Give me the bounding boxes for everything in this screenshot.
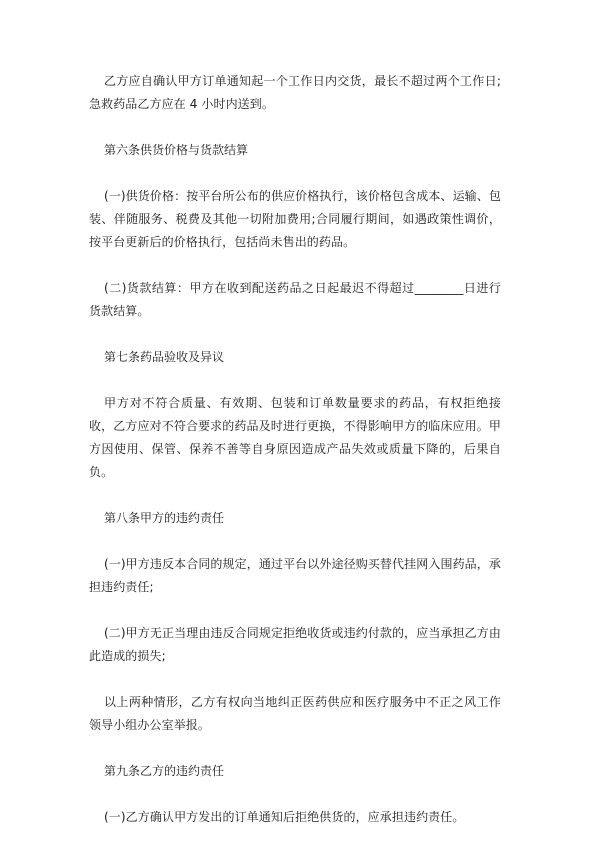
heading-article-6: 第六条供货价格与货款结算 (104, 143, 249, 157)
paragraph-party-b-breach-1: (一)乙方确认甲方发出的订单通知后拒绝供货的，应承担违约责任。 (104, 810, 465, 824)
paragraph-delivery-time: 乙方应自确认甲方订单通知起一个工作日内交货，最长不超过两个工作日;急救药品乙方应在 4 小时内送到。 (89, 74, 501, 111)
heading-article-7: 第七条药品验收及异议 (104, 350, 225, 364)
heading-article-9: 第九条乙方的违约责任 (104, 764, 225, 778)
paragraph-party-a-breach-1: (一)甲方违反本合同的规定，通过平台以外途径购买替代挂网入围药品，承担违约责任; (89, 557, 501, 594)
paragraph-payment-settlement: (二)货款结算：甲方在收到配送药品之日起最迟不得超过________日进行货款结算。 (89, 281, 501, 318)
document-body (89, 70, 501, 829)
paragraph-supply-price: (一)供货价格：按平台所公布的供应价格执行，该价格包含成本、运输、包装、伴随服务、税费及其他一切附加费用;合同履行期间，如遇政策性调价，按平台更新后的价格执行，包括尚未售出的药品。 (89, 189, 501, 249)
heading-article-8: 第八条甲方的违约责任 (104, 511, 225, 525)
paragraph-inspection: 甲方对不符合质量、有效期、包装和订单数量要求的药品，有权拒绝接收，乙方应对不符合要求的药品及时进行更换，不得影响甲方的临床应用。甲方因使用、保管、保养不善等自身原因造成产品失效或质量下降的，后果自负。 (89, 396, 501, 479)
paragraph-party-a-breach-2: (二)甲方无正当理由违反合同规定拒绝收货或违约付款的，应当承担乙方由此造成的损失; (89, 626, 501, 663)
paragraph-report: 以上两种情形，乙方有权向当地纠正医药供应和医疗服务中不正之风工作领导小组办公室举报。 (89, 695, 501, 732)
